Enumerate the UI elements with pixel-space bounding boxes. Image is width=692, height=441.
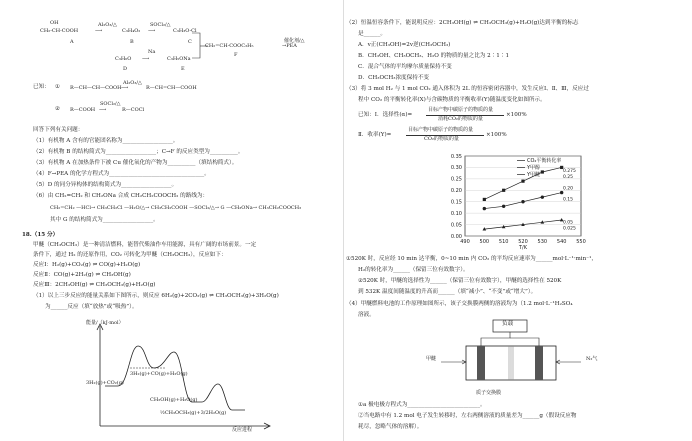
q18-q1b: 为______反应（填“放热”或“吸热”）。 bbox=[45, 304, 138, 310]
scheme-r3: 催化剂/△ bbox=[284, 38, 305, 44]
chart-annotation: 0.025 bbox=[563, 226, 576, 232]
q4-a: （4）甲醚燃料电池的工作原理如图所示，该子交换膜两侧的溶液均为（1.2 mol·L⁻¹H₂SO₄ bbox=[346, 301, 573, 307]
chart-xtick-label: 490 bbox=[460, 239, 470, 245]
chart-series-line bbox=[484, 167, 561, 199]
q17-4: （4）F→PEA 的化学方程式为__________________________________。 bbox=[33, 171, 210, 177]
q3-def1-bar bbox=[426, 115, 504, 116]
q4-d: ②当电路中有 1.2 mol 电子发生转移时，左右两侧溶液的质量差为______g（假设反应物 bbox=[358, 413, 577, 419]
chart-annotation: 0.05 bbox=[563, 220, 574, 226]
q2-B: B．CH₃OH、CH₃OCH₃、H₂O 的物质的量之比为 2∶1∶1 bbox=[358, 53, 510, 59]
chart-point bbox=[541, 170, 544, 173]
scheme-s1: CH₂-CH-COOH bbox=[40, 28, 79, 34]
q3-def2: Ⅱ．收率(Y)= bbox=[358, 132, 392, 138]
q17-5: （5）D 的同分异构体的结构简式为__________________。 bbox=[33, 182, 178, 188]
arrow-k1: ⟶ bbox=[121, 85, 129, 91]
arrow-2: ⟶ bbox=[148, 28, 156, 34]
scheme-b: C₃H₄O₂ bbox=[122, 28, 141, 34]
q4-b: 溶液。 bbox=[358, 312, 375, 318]
q3-b: 程中 CO₂ 的平衡转化率(X)与含碳物质的平衡收率(Y)随温度变化如图所示。 bbox=[358, 97, 546, 103]
chart-ytick-label: 0.25 bbox=[450, 176, 462, 183]
chart-xtick-label: 510 bbox=[498, 239, 509, 245]
known-1b: R—CH=CH—COOH bbox=[146, 85, 197, 91]
q17-1: （1）有机物 A 含有的官能团名称为__________________。 bbox=[33, 138, 179, 144]
scheme-na: Na bbox=[148, 49, 156, 55]
chart-ytick-label: 0.05 bbox=[450, 222, 462, 229]
energy-xlabel: 反应进程 bbox=[232, 427, 253, 433]
chart-point bbox=[502, 189, 505, 192]
q18-p1: 甲醚（CH₃OCH₃）是一种清洁燃料，能替代柴油作车用能源，具有广阔的市场前景。一定 bbox=[33, 242, 257, 248]
cell-load: 负载 bbox=[502, 321, 514, 327]
q17-intro: 回答下列有关问题： bbox=[33, 127, 84, 133]
scheme-c: C₃H₃O-Cl bbox=[173, 28, 197, 34]
chart-point bbox=[483, 198, 486, 201]
chart-ytick-label: 0.00 bbox=[450, 233, 462, 240]
q3b-a: ①520K 时，反应经 10 min 达平衡，0~10 min 内 CO₂ 的平均反应速率为______mol·L⁻¹·min⁻¹， bbox=[346, 256, 597, 262]
chart-xtick-label: 530 bbox=[537, 239, 548, 245]
arrow-k2: ⟶ bbox=[99, 107, 107, 113]
q18-r1: 反应Ⅰ：H₂(g)+CO₂(g) ⇌ CO(g)+H₂O(g) bbox=[33, 262, 141, 268]
arrow-1: ⟶ bbox=[95, 28, 103, 34]
known-1a: R—CH—CH—COOH bbox=[70, 85, 122, 91]
chart-point bbox=[521, 200, 524, 203]
column-divider bbox=[343, 0, 344, 441]
known-n1: ① bbox=[55, 84, 61, 90]
known-2a: R—COOH bbox=[70, 107, 96, 113]
chart-annotation: 0.15 bbox=[563, 197, 574, 203]
known-n2: ② bbox=[55, 106, 61, 112]
q2-a: （2）恒温恒容条件下，能说明反应：2CH₃OH(g) ⇌ CH₃OCH₃(g)+H₂O(g)达到平衡的标志 bbox=[346, 20, 579, 26]
chart-xtick-label: 550 bbox=[576, 239, 586, 245]
chart-point bbox=[560, 191, 563, 194]
q3b-b: H₂的转化率为______（保留三位有效数字）。 bbox=[358, 267, 469, 273]
q17-2: （2）有机物 B 的结构简式为__________________；C→F 的反应类型为__________。 bbox=[33, 149, 244, 155]
chart-ytick-label: 0.30 bbox=[450, 165, 462, 172]
cell-membrane: 质子交换膜 bbox=[476, 390, 502, 396]
q17-6: （6）由 CH₂=CH₂ 和 CH₂ONa 合成 CH₂CH₂COOCH₂ 的路线为： bbox=[33, 193, 209, 199]
energy-l4: ½CH₃OCH₃(g)+3/2H₂O(g) bbox=[160, 410, 227, 416]
q17-3: （3）有机物 A 在加热条件下被 Cu 催化氧化的产物为__________（填结构简式）。 bbox=[33, 160, 238, 166]
q18-q1: （1）以上三步反应的能量关系如下图所示，则反应 6H₂(g)+2CO₂(g) ⇌ CH₃OCH₃(g)+3H₂O(g) bbox=[33, 293, 279, 299]
q4-e: 耗尽，忽略气体的溶解）。 bbox=[358, 424, 423, 430]
chart-ytick-label: 0.35 bbox=[450, 153, 462, 160]
cell-methanol: 甲醚 bbox=[426, 356, 437, 362]
q3-def2-num: 目标产物中碳原子的物质的量 bbox=[408, 127, 474, 133]
q4-c: ①a 极电极方程式为__________________________。 bbox=[358, 402, 486, 408]
q3-def2-pct: ×100% bbox=[486, 132, 507, 138]
scheme-e: C₃H₅ONa bbox=[167, 56, 191, 62]
q3b-c: ②520K 时，甲醚的选择性为______（保留三位有效数字），甲醚的选择性在 520K bbox=[358, 278, 562, 284]
scheme-s1-sub: OH bbox=[50, 20, 59, 26]
chart-legend-label: CO₂平衡转化率 bbox=[527, 158, 562, 164]
scheme-r1: Al₂O₃/△ bbox=[98, 22, 117, 28]
q18-p2: 条件下，通过 H₂ 的还原作用，CO₂ 可转化为甲醚（CH₃OCH₃），反应如下： bbox=[33, 252, 227, 258]
q3b-d: 到 532K 温度间随温度的升高而______（填“减小”、“不变”或“增大”）。 bbox=[358, 289, 537, 295]
chart-xtick-label: 540 bbox=[556, 239, 567, 245]
chart-legend-label: Y甲醚 bbox=[527, 172, 541, 178]
known-2r: SOCl₂/△ bbox=[100, 101, 121, 107]
scheme-r2: SOCl₂/△ bbox=[150, 22, 171, 28]
q18-r3: 反应Ⅲ：2CH₃OH(g) ⇌ CH₃OCH₃(g)+H₂O(g) bbox=[33, 282, 156, 288]
known-1r: Al₂O₃/△ bbox=[123, 80, 142, 86]
energy-l3: CH₃OH(g)+H₂O(g) bbox=[150, 397, 198, 403]
q3-a: （3）将 3 mol H₂ 与 1 mol CO₂ 通入体积为 2L 的恒容密闭容器中，发生反应Ⅰ、Ⅱ、Ⅲ，反应过 bbox=[346, 86, 589, 92]
energy-l1: 3H₂(g)+CO(g)+H₂O(g) bbox=[130, 371, 188, 377]
scheme-b-label: B bbox=[130, 39, 134, 45]
chart-annotation: 0.25 bbox=[563, 174, 574, 180]
scheme-merge-lines bbox=[190, 30, 210, 62]
fuel-cell-diagram bbox=[421, 318, 611, 384]
chart-annotation: 0.275 bbox=[563, 169, 576, 175]
scheme-f-label: F bbox=[234, 52, 238, 58]
chart-ytick-label: 0.20 bbox=[450, 188, 462, 195]
q3-def1-den: 消耗CO₂的物质的量 bbox=[438, 116, 483, 122]
chart-point bbox=[521, 180, 524, 183]
energy-l2: 3H₂(g)+CO₂(g) bbox=[86, 380, 124, 386]
chart-annotation: 0.20 bbox=[563, 186, 574, 192]
q2-D: D．CH₃OCH₃浓度保持不变 bbox=[358, 75, 430, 81]
scheme-c-label: C bbox=[188, 39, 192, 45]
q3-def1-pct: ×100% bbox=[506, 112, 527, 118]
q3-def2-den: CO₂的物质的量 bbox=[424, 136, 459, 142]
left-page bbox=[0, 0, 340, 441]
q18-num: 18.（15 分） bbox=[22, 232, 59, 238]
right-page bbox=[346, 0, 686, 441]
energy-ylabel: 能量/（kJ·mol） bbox=[86, 320, 124, 326]
q2-A: A．v正(CH₃OH)=2v逆(CH₃OCH₃) bbox=[358, 42, 451, 48]
chart-ytick-label: 0.10 bbox=[450, 210, 462, 217]
q17-route: CH₂=CH₂ —HCl→ CH₃CH₂Cl —H₂O/△→ CH₃CH₂COOH —SOCl₂/△→ G —CH₃ONa→ CH₃CH₂COOCH₃ bbox=[50, 205, 302, 211]
arrow-3: ⟶ bbox=[142, 56, 150, 62]
scheme-pea: →PEA bbox=[282, 43, 297, 49]
q17-6b: 其中 G 的结构简式为__________________。 bbox=[50, 217, 159, 223]
scheme-a-label: A bbox=[70, 39, 74, 45]
chart-point bbox=[502, 205, 505, 208]
chart-xtick-label: 520 bbox=[518, 239, 528, 245]
known-label: 已知： bbox=[33, 84, 50, 90]
q3-def1-num: 目标产物中碳原子的物质的量 bbox=[428, 107, 494, 113]
chart-point bbox=[541, 195, 544, 198]
q2-C: C．混合气体的平均摩尔质量保持不变 bbox=[358, 64, 452, 70]
q2-b: 是______。 bbox=[358, 31, 386, 37]
chart-xlabel: T/K bbox=[518, 245, 528, 250]
scheme-d: C₃H₆O bbox=[115, 56, 132, 62]
q3-def1: 已知：Ⅰ．选择性(α)= bbox=[358, 112, 413, 118]
conversion-chart bbox=[441, 150, 621, 250]
chart-xtick-label: 500 bbox=[479, 239, 490, 245]
known-2b: R—COCl bbox=[122, 107, 145, 113]
chart-legend-label: Y甲醇 bbox=[527, 165, 541, 171]
q18-r2: 反应Ⅱ：CO(g)+2H₂(g) ⇌ CH₃OH(g) bbox=[33, 272, 131, 278]
scheme-e-label: E bbox=[181, 66, 185, 72]
cell-n2: N₂气 bbox=[586, 356, 598, 362]
chart-ytick-label: 0.15 bbox=[450, 199, 462, 206]
q3-def2-bar bbox=[406, 135, 484, 136]
scheme-f: CH₂=CH-COOC₃H₅ bbox=[205, 43, 254, 49]
scheme-d-label: D bbox=[123, 66, 128, 72]
chart-point bbox=[483, 207, 486, 210]
